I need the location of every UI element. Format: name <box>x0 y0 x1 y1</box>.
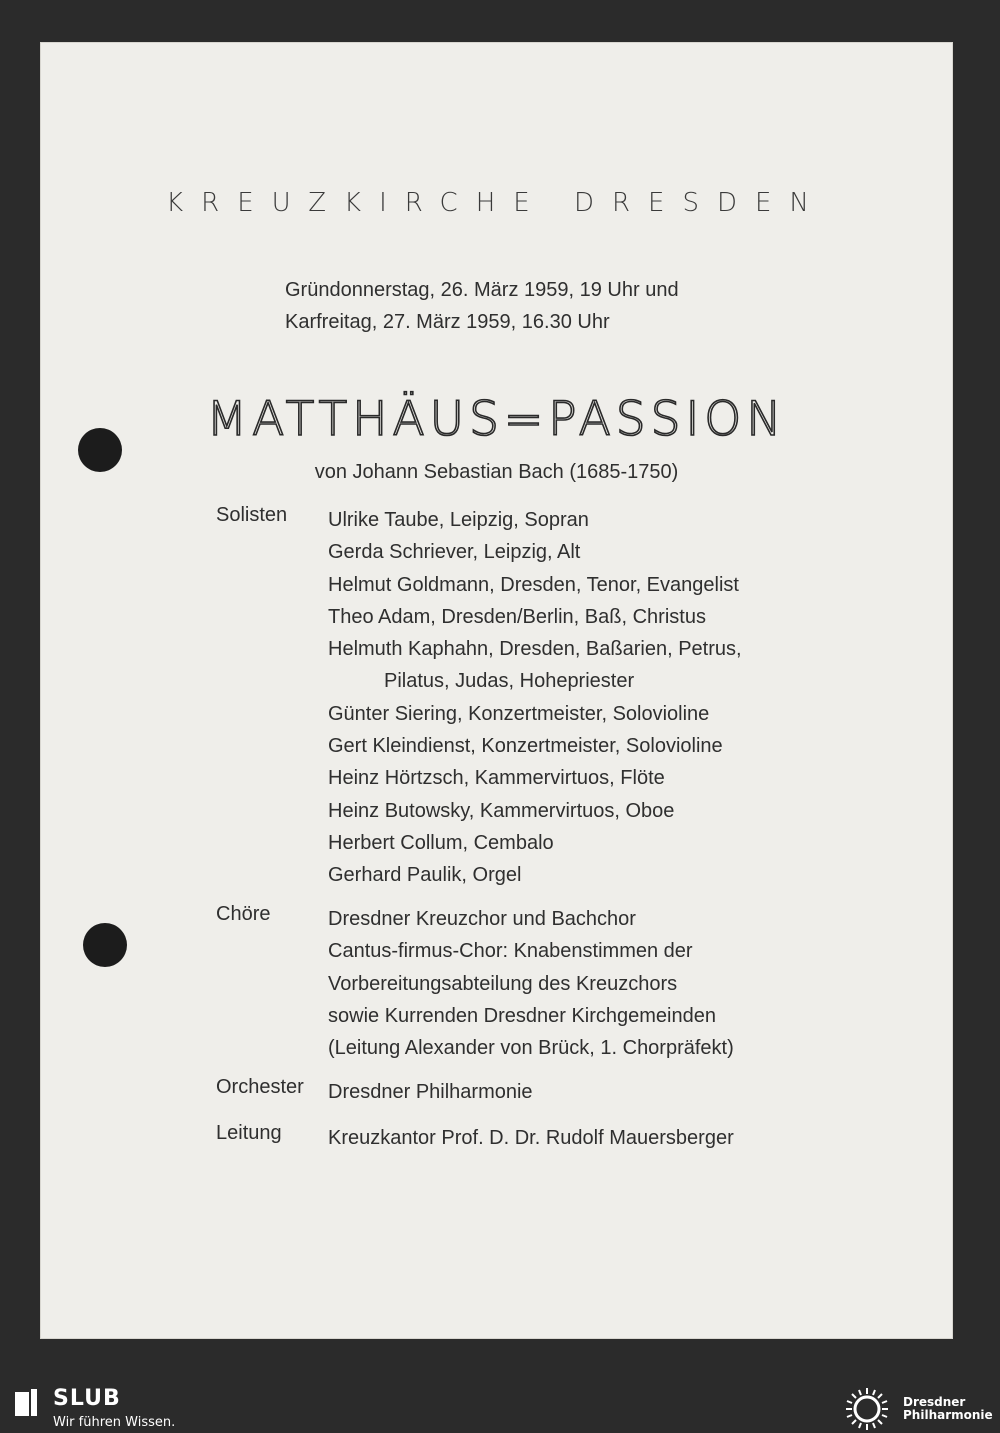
section-label: Leitung <box>216 1122 282 1144</box>
dp-line: Dresdner <box>903 1395 966 1409</box>
slub-logo-text[interactable]: SLUB <box>53 1386 121 1411</box>
performer-line: Vorbereitungsabteilung des Kreuzchors <box>328 972 678 995</box>
dresdner-philharmonie-text[interactable] <box>903 1396 993 1422</box>
performer-line: sowie Kurrenden Dresdner Kirchgemeinden <box>328 1004 716 1027</box>
performer-line: Dresdner Kreuzchor und Bachchor <box>328 908 636 930</box>
performer-line: Herbert Collum, Cembalo <box>328 831 554 854</box>
performer-line: Günter Siering, Konzertmeister, Solovioline <box>328 702 710 725</box>
performance-dates <box>285 274 679 338</box>
footer-bar <box>0 1383 1000 1433</box>
performer-line: Kreuzkantor Prof. D. Dr. Rudolf Mauersberger <box>328 1127 734 1149</box>
performer-line: Gerhard Paulik, Orgel <box>328 864 522 887</box>
section-lines <box>328 1076 888 1108</box>
performer-line: Gert Kleindienst, Konzertmeister, Solovioline <box>328 735 723 758</box>
section-label: Chöre <box>216 903 271 925</box>
document-page <box>40 42 953 1339</box>
performer-line: Heinz Butowsky, Kammervirtuos, Oboe <box>328 799 675 822</box>
work-title: MATTHÄUS=PASSION <box>206 392 787 447</box>
performer-line: Ulrike Taube, Leipzig, Sopran <box>328 509 589 531</box>
section-label: Solisten <box>216 504 288 526</box>
section-lines <box>328 504 888 892</box>
performer-line: Dresdner Philharmonie <box>328 1081 533 1103</box>
church-header: KREUZKIRCHE DRESDEN <box>166 188 827 218</box>
section-label: Orchester <box>216 1076 304 1098</box>
date-line: Karfreitag, 27. März 1959, 16.30 Uhr <box>285 311 610 333</box>
performer-line: Helmuth Kaphahn, Dresden, Baßarien, Petrus, <box>328 638 742 661</box>
slub-book-icon[interactable] <box>14 1388 38 1418</box>
performer-line: Heinz Hörtzsch, Kammervirtuos, Flöte <box>328 767 665 790</box>
performer-line: Cantus-firmus-Chor: Knabenstimmen der <box>328 940 693 963</box>
performer-line: Theo Adam, Dresden/Berlin, Baß, Christus <box>328 605 706 628</box>
section-lines <box>328 903 888 1064</box>
section-lines <box>328 1122 888 1154</box>
slub-slogan: Wir führen Wissen. <box>53 1415 176 1430</box>
performer-line: Gerda Schriever, Leipzig, Alt <box>328 541 581 564</box>
dresdner-philharmonie-logo-icon[interactable] <box>842 1386 892 1432</box>
composer-line: von Johann Sebastian Bach (1685-1750) <box>314 461 679 483</box>
performer-line: (Leitung Alexander von Brück, 1. Chorpräfekt) <box>328 1037 734 1060</box>
punch-hole-bottom <box>83 923 127 967</box>
date-line: Gründonnerstag, 26. März 1959, 19 Uhr und <box>285 279 679 301</box>
performer-line: Pilatus, Judas, Hohepriester <box>384 670 635 693</box>
performer-line: Helmut Goldmann, Dresden, Tenor, Evangelist <box>328 573 739 596</box>
dp-line: Philharmonie <box>903 1408 993 1422</box>
